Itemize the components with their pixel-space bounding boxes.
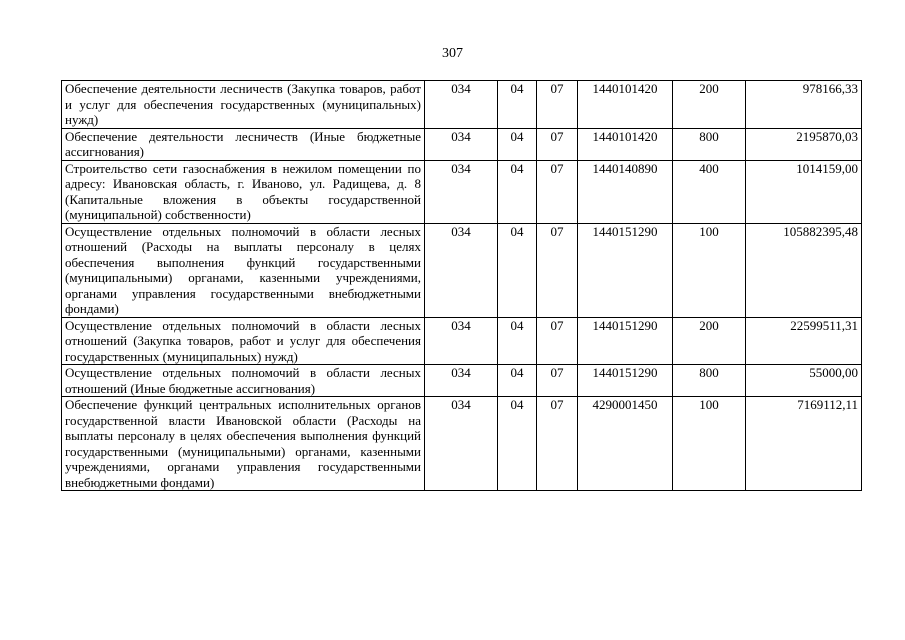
row-description: Осуществление отдельных полномочий в области лесных отношений (Расходы на выплаты персоналу в целях обеспечения выполнения функций государственными (муниципальными) органами, казенными учреждениями, органами управления государственными внебюджетными фондами) [62,223,425,317]
row-section: 04 [498,128,537,160]
row-target-article: 1440151290 [578,223,673,317]
row-amount: 22599511,31 [746,317,862,365]
row-subsection: 07 [537,128,578,160]
row-section: 04 [498,397,537,491]
row-amount: 7169112,11 [746,397,862,491]
row-amount: 55000,00 [746,365,862,397]
row-amount: 1014159,00 [746,160,862,223]
row-grbs-code: 034 [425,365,498,397]
row-section: 04 [498,223,537,317]
row-expense-type: 200 [673,317,746,365]
table-row [62,317,862,365]
row-expense-type: 100 [673,223,746,317]
row-subsection: 07 [537,317,578,365]
table-row [62,223,862,317]
row-expense-type: 100 [673,397,746,491]
row-grbs-code: 034 [425,223,498,317]
row-grbs-code: 034 [425,128,498,160]
row-amount: 105882395,48 [746,223,862,317]
row-subsection: 07 [537,160,578,223]
table-row [62,365,862,397]
row-target-article: 1440151290 [578,317,673,365]
row-section: 04 [498,365,537,397]
row-grbs-code: 034 [425,397,498,491]
budget-table [61,80,862,491]
row-description: Обеспечение деятельности лесничеств (Закупка товаров, работ и услуг для обеспечения государственных (муниципальных) нужд) [62,81,425,129]
row-target-article: 1440151290 [578,365,673,397]
row-section: 04 [498,81,537,129]
row-target-article: 1440140890 [578,160,673,223]
row-subsection: 07 [537,365,578,397]
row-subsection: 07 [537,81,578,129]
row-description: Строительство сети газоснабжения в нежилом помещении по адресу: Ивановская область, г. Иваново, ул. Радищева, д. 8 (Капитальные вложения в объекты государственной (муниципальной) собственности) [62,160,425,223]
row-target-article: 4290001450 [578,397,673,491]
table-row [62,397,862,491]
table-row [62,128,862,160]
row-expense-type: 200 [673,81,746,129]
row-description: Осуществление отдельных полномочий в области лесных отношений (Иные бюджетные ассигнования) [62,365,425,397]
row-amount: 978166,33 [746,81,862,129]
row-expense-type: 800 [673,365,746,397]
row-target-article: 1440101420 [578,128,673,160]
row-expense-type: 800 [673,128,746,160]
row-description: Обеспечение деятельности лесничеств (Иные бюджетные ассигнования) [62,128,425,160]
row-grbs-code: 034 [425,81,498,129]
row-grbs-code: 034 [425,317,498,365]
page-number: 307 [442,46,463,61]
row-expense-type: 400 [673,160,746,223]
row-description: Осуществление отдельных полномочий в области лесных отношений (Закупка товаров, работ и услуг для обеспечения государственных (муниципальных) нужд) [62,317,425,365]
row-section: 04 [498,160,537,223]
row-subsection: 07 [537,397,578,491]
row-amount: 2195870,03 [746,128,862,160]
row-grbs-code: 034 [425,160,498,223]
table-row [62,160,862,223]
table-row [62,81,862,129]
row-target-article: 1440101420 [578,81,673,129]
row-subsection: 07 [537,223,578,317]
row-description: Обеспечение функций центральных исполнительных органов государственной власти Ивановской области (Расходы на выплаты персоналу в целях обеспечения выполнения функций государственными (муниципальными) органами, казенными учреждениями, органами управления государственными внебюджетными фондами) [62,397,425,491]
row-section: 04 [498,317,537,365]
